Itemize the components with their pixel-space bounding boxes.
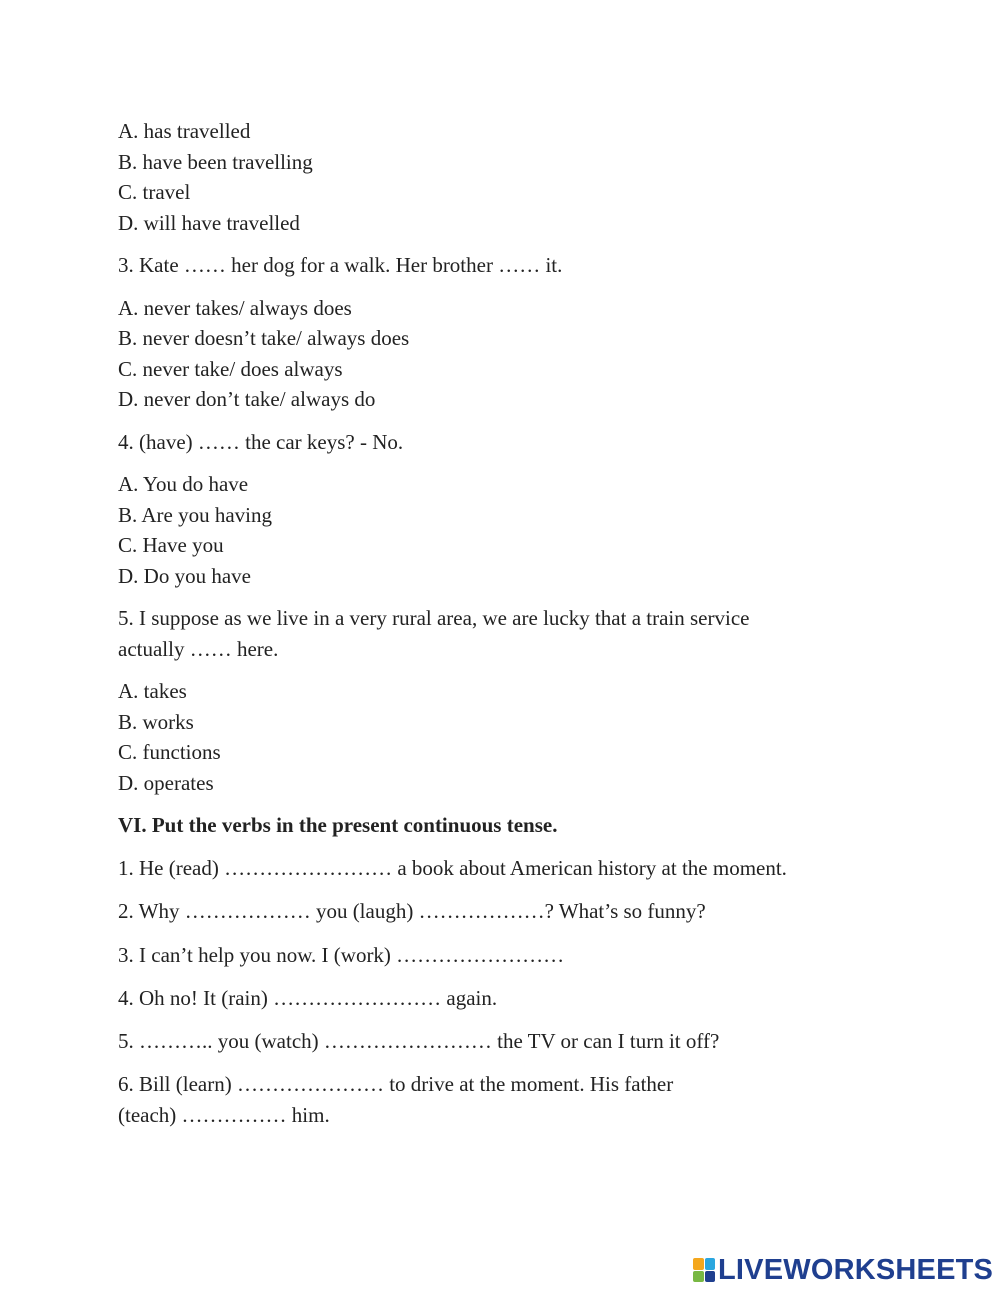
q5-option-c[interactable]: C. functions bbox=[118, 740, 221, 764]
q2-option-a[interactable]: A. has travelled bbox=[118, 119, 251, 143]
liveworksheets-logo-icon bbox=[693, 1258, 715, 1282]
exercise-2[interactable]: 2. Why ……………… you (laugh) ………………? What’s so funny? bbox=[118, 899, 706, 924]
question-4-text: 4. (have) …… the car keys? - No. bbox=[118, 429, 404, 454]
exercise-3[interactable]: 3. I can’t help you now. I (work) …………………… bbox=[118, 942, 565, 967]
question-5-line-2: actually …… here. bbox=[118, 636, 279, 661]
exercise-1[interactable]: 1. He (read) …………………… a book about American history at the moment. bbox=[118, 856, 787, 881]
q4-option-a[interactable]: A. You do have bbox=[118, 472, 249, 496]
q5-option-d[interactable]: D. operates bbox=[118, 770, 214, 795]
question-5-text bbox=[118, 603, 918, 664]
question-3-text: 3. Kate …… her dog for a walk. Her brother …… it. bbox=[118, 253, 563, 277]
logo-square-4 bbox=[705, 1271, 716, 1283]
q2-option-c[interactable]: C. travel bbox=[118, 180, 191, 204]
q3-option-c[interactable]: C. never take/ does always bbox=[118, 356, 343, 381]
exercise-6-line-1: 6. Bill (learn) ………………… to drive at the moment. His father bbox=[118, 1072, 674, 1097]
logo-square-3 bbox=[693, 1271, 704, 1283]
question-3-options bbox=[118, 293, 918, 415]
q4-option-d[interactable]: D. Do you have bbox=[118, 563, 251, 588]
q3-option-d[interactable]: D. never don’t take/ always do bbox=[118, 387, 376, 411]
exercise-6-line-2: (teach) …………… him. bbox=[118, 1102, 330, 1127]
liveworksheets-logo bbox=[693, 1255, 993, 1285]
question-5-options bbox=[118, 676, 918, 798]
logo-square-2 bbox=[705, 1258, 716, 1270]
q3-option-a[interactable]: A. never takes/ always does bbox=[118, 295, 352, 320]
q5-option-a[interactable]: A. takes bbox=[118, 679, 187, 703]
exercise-5[interactable]: 5. ……….. you (watch) …………………… the TV or can I turn it off? bbox=[118, 1028, 720, 1053]
question-4-options bbox=[118, 469, 918, 591]
section-6-heading: VI. Put the verbs in the present continuous tense. bbox=[118, 813, 558, 837]
question-5-line-1: 5. I suppose as we live in a very rural area, we are lucky that a train service bbox=[118, 606, 750, 630]
question-2-options bbox=[118, 116, 918, 238]
worksheet-page bbox=[118, 116, 918, 1130]
liveworksheets-logo-text: LIVEWORKSHEETS bbox=[718, 1254, 994, 1286]
q2-option-d[interactable]: D. will have travelled bbox=[118, 210, 300, 235]
exercise-4[interactable]: 4. Oh no! It (rain) …………………… again. bbox=[118, 985, 498, 1010]
q4-option-c[interactable]: C. Have you bbox=[118, 533, 224, 557]
q2-option-b[interactable]: B. have been travelling bbox=[118, 149, 313, 174]
q4-option-b[interactable]: B. Are you having bbox=[118, 502, 272, 527]
q3-option-b[interactable]: B. never doesn’t take/ always does bbox=[118, 326, 410, 350]
logo-square-1 bbox=[693, 1258, 704, 1270]
q5-option-b[interactable]: B. works bbox=[118, 709, 194, 734]
exercise-6[interactable] bbox=[118, 1069, 918, 1130]
